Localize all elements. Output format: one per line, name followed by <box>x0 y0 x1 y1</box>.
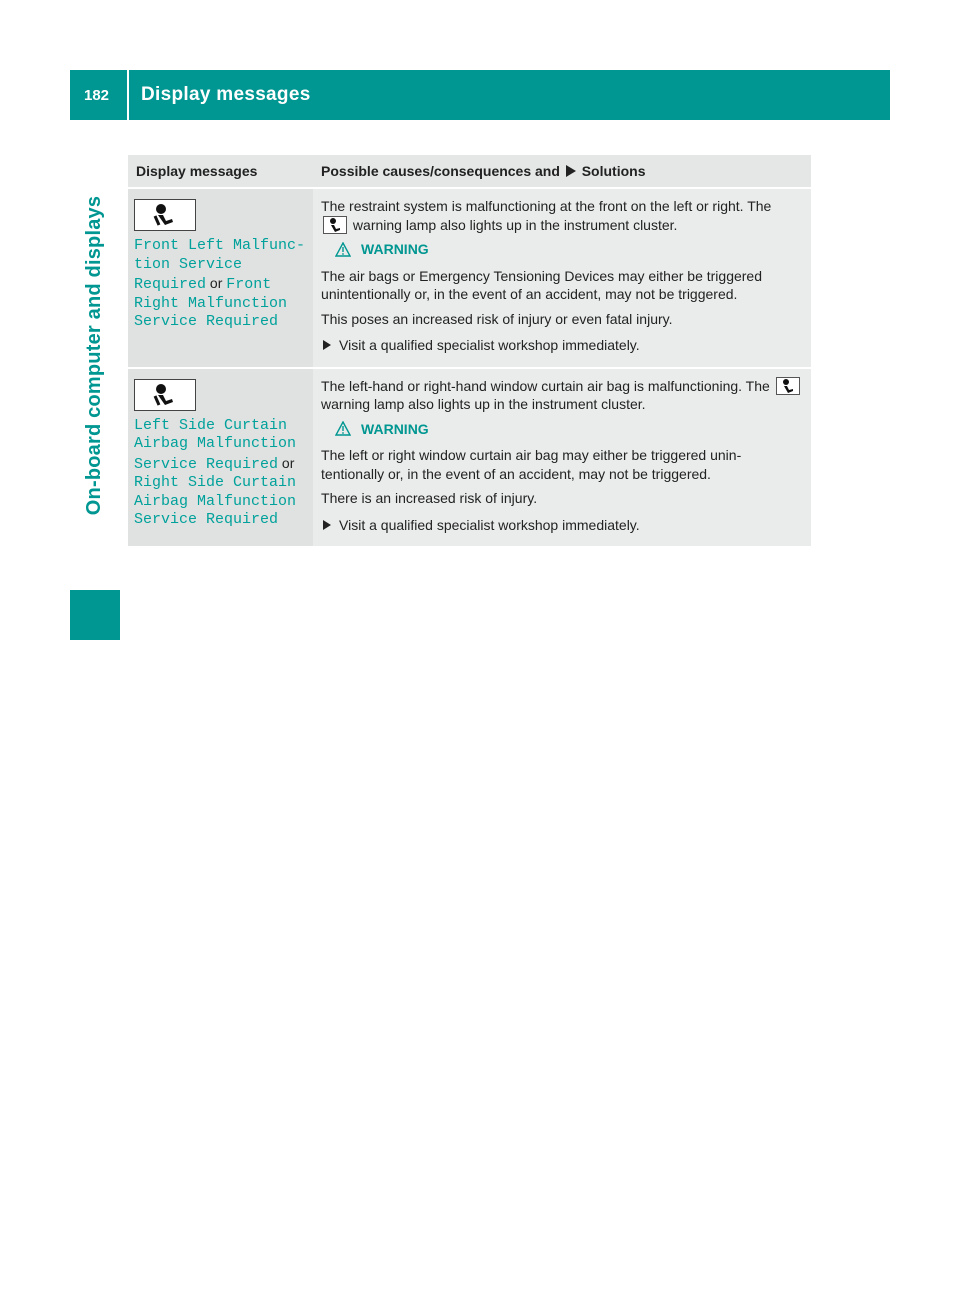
warning-heading <box>335 420 803 439</box>
col-header-messages: Display messages <box>128 155 313 188</box>
cause-prefix: The restraint system is malfunctioning at the front on the left or right. The <box>321 198 772 214</box>
warning-text: The air bags or Emergency Tensioning Devices may either be triggered unintentionally or, in the event of an accident, may not be triggered. <box>321 267 762 302</box>
cause-text <box>321 377 803 414</box>
warning-label: WARNING <box>361 420 429 437</box>
message-cell <box>128 188 313 368</box>
message-front-left: Front Left Malfunc- tion Service Required <box>134 237 306 294</box>
page-header <box>70 70 890 120</box>
side-tab-label <box>70 120 120 590</box>
action-text: Visit a qualified specialist workshop immediately. <box>339 337 640 353</box>
message-cell <box>128 368 313 547</box>
airbag-warning-icon <box>323 216 347 234</box>
airbag-warning-icon <box>776 377 800 395</box>
action-arrow-icon <box>323 340 331 350</box>
side-tab-marker <box>70 590 120 640</box>
cause-cell <box>313 368 811 547</box>
warning-triangle-icon <box>335 421 351 436</box>
message-text <box>134 417 305 531</box>
cause-suffix: warning lamp also lights up in the instrument cluster. <box>352 216 678 233</box>
cause-cell <box>313 188 811 368</box>
cause-suffix: warning lamp also lights up in the instrument cluster. <box>321 396 646 412</box>
warning-label: WARNING <box>361 241 429 257</box>
col-header-causes-prefix: Possible causes/consequences and <box>321 163 560 179</box>
airbag-warning-icon <box>134 379 196 411</box>
action-arrow-icon <box>323 520 331 530</box>
airbag-warning-icon <box>134 199 196 231</box>
warning-heading <box>335 240 803 259</box>
warning-text: The left or right window curtain air bag may either be triggered unin-tentionally or, in the event of an accident, may not be triggered. <box>321 447 742 482</box>
action-item <box>321 336 803 355</box>
message-front-right: Front Right Malfunction Service Required <box>134 276 288 331</box>
message-right-curtain: Right Side Curtain Airbag Malfunction Service Required <box>134 474 297 529</box>
message-text <box>134 237 305 332</box>
table-header-row <box>128 155 811 188</box>
section-label: On-board computer and displays <box>83 195 106 515</box>
page-number: 182 <box>84 86 110 104</box>
cause-text <box>321 197 803 234</box>
warning-triangle-icon <box>335 242 351 257</box>
message-left-curtain: Left Side Curtain Airbag Malfunction Service Required <box>134 416 297 473</box>
warning-risk-text: There is an increased risk of injury. <box>321 490 538 506</box>
warning-risk-text: This poses an increased risk of injury or even fatal injury. <box>321 310 673 327</box>
action-text: Visit a qualified specialist workshop immediately. <box>339 516 640 533</box>
table-row <box>128 188 811 368</box>
col-header-causes <box>313 155 811 188</box>
display-messages-table <box>128 155 811 546</box>
action-item <box>321 516 803 535</box>
page-title: Display messages <box>141 84 311 105</box>
message-or: or <box>206 275 227 292</box>
cause-prefix: The left-hand or right-hand window curtain air bag is malfunctioning. The <box>321 377 770 394</box>
col-header-causes-suffix: Solutions <box>581 163 646 179</box>
solution-arrow-icon <box>566 165 576 177</box>
table-row <box>128 368 811 547</box>
message-or: or <box>278 454 295 471</box>
